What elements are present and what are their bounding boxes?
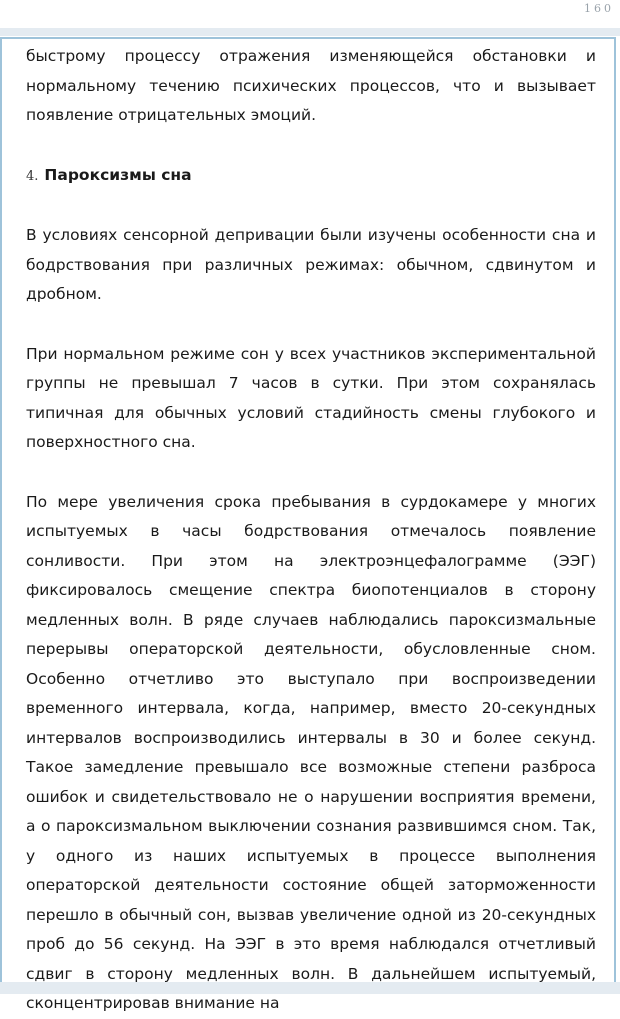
paragraph-gap bbox=[26, 310, 596, 340]
paragraph: В условиях сенсорной депривации были изучены особенности сна и бодрствования при различных режимах: обычном, сдвинутом и дробном. bbox=[26, 226, 596, 303]
section-heading bbox=[26, 161, 596, 192]
section-number: 4. bbox=[26, 168, 39, 184]
paragraph-gap bbox=[26, 131, 596, 161]
page-header bbox=[0, 0, 620, 30]
section-title: Пароксизмы сна bbox=[44, 165, 192, 184]
paragraph: По мере увеличения срока пребывания в сурдокамере у многих испытуемых в часы бодрствования отмечалось появление сонливости. При этом на электроэнцефалограмме (ЭЭГ) фиксировалось смещение спектра биопотенциалов в сторону медленных волн. В ряде случаев наблюдались пароксизмальные перерывы операторской деятельности, обусловленные сном. Особенно отчетливо это выступало при воспроизведении временного интервала, когда, например, вместо 20-секундных интервалов воспроизводились интервалы в 30 и более секунд. Такое замедление превышало все возможные степени разброса ошибок и свидетельствовало не о нарушении восприятия времени, а о пароксизмальном выключении сознания развившимся сном. Так, у одного из наших испытуемых в процессе выполнения операторской деятельности состояние общей заторможенности перешло в обычный сон, вызвав увеличение одной из 20-секундных проб до 56 секунд. На ЭЭГ в это время наблюдался отчетливый сдвиг в сторону медленных волн. В дальнейшем испытуемый, сконцентрировав внимание на bbox=[26, 492, 596, 1012]
page-number: 160 bbox=[584, 2, 614, 15]
paragraph: быстрому процессу отражения изменяющейся обстановки и нормальному течению психических процессов, что и вызывает появление отрицательных эмоций. bbox=[26, 47, 596, 124]
paragraph: При нормальном режиме сон у всех участников экспериментальной группы не превышал 7 часов в сутки. При этом сохранялась типичная для обычных условий стадийность смены глубокого и поверхностного сна. bbox=[26, 344, 596, 451]
header-rule bbox=[0, 28, 620, 36]
page-footer-band bbox=[0, 982, 620, 994]
paragraph-gap bbox=[26, 458, 596, 488]
document-body bbox=[26, 42, 596, 1019]
paragraph-gap bbox=[26, 191, 596, 221]
